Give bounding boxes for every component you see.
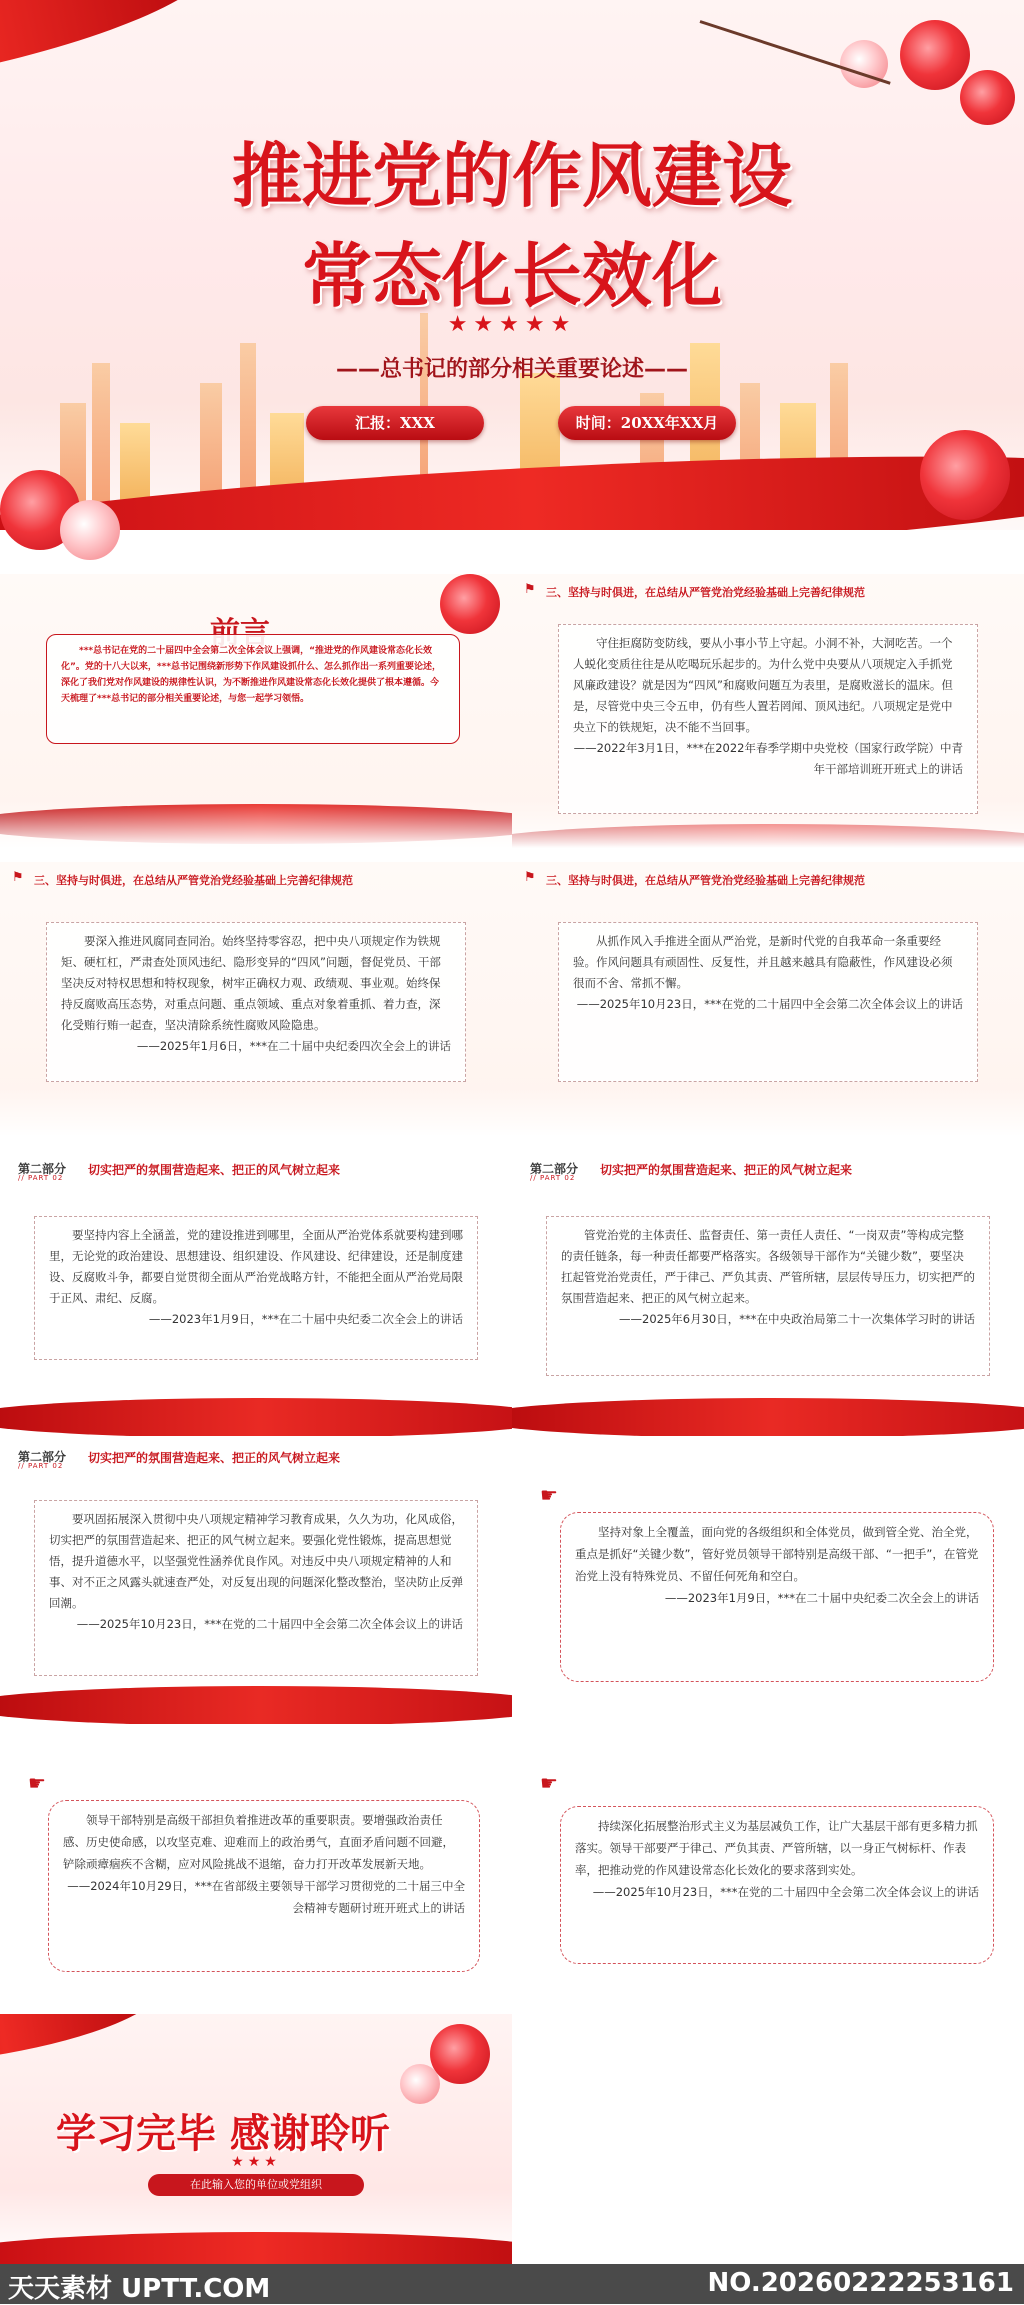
plum-blossom-decoration — [920, 430, 1010, 520]
part-english: // PART 02 — [530, 1174, 576, 1182]
quote-slide-9 — [512, 1726, 1024, 2012]
quote-source: ——2025年10月23日，***在党的二十届四中全会第二次全体会议上的讲话 — [576, 997, 963, 1011]
time-pill: 时间：20XX年XX月 — [558, 406, 736, 440]
section-header: 三、坚持与时俱进，在总结从严管党治党经验基础上完善纪律规范 — [546, 874, 865, 887]
cover-title-line-2: 常态化长效化 — [302, 235, 722, 317]
stars-decoration: ★★★ — [231, 2154, 281, 2170]
quote-source: ——2024年10月29日，***在省部级主要领导干部学习贯彻党的二十届三中全会精神专题研讨班开班式上的讲话 — [67, 1879, 465, 1915]
part-english: // PART 02 — [18, 1174, 64, 1182]
plum-blossom-decoration — [60, 500, 120, 560]
quote-slide-5 — [512, 1150, 1024, 1436]
pointing-hand-icon: ☛ — [28, 1771, 46, 1795]
section-header: 三、坚持与时俱进，在总结从严管党治党经验基础上完善纪律规范 — [546, 586, 865, 599]
quote-slide-3 — [512, 862, 1024, 1148]
plum-blossom-decoration — [960, 70, 1015, 125]
quote-box-4 — [34, 1216, 478, 1360]
watermark-footer — [0, 2264, 1024, 2304]
cover-slide — [0, 0, 1024, 573]
plum-blossom-decoration — [440, 574, 500, 634]
flag-icon: ⚑ — [524, 870, 536, 885]
stars-decoration: ★★★★★ — [447, 312, 577, 337]
ending-slide — [0, 2014, 512, 2264]
part-title: 切实把严的氛围营造起来、把正的风气树立起来 — [88, 1163, 341, 1177]
quote-source: ——2023年1月9日，***在二十届中央纪委二次全会上的讲话 — [664, 1591, 979, 1605]
reporter-pill: 汇报：XXX — [306, 406, 484, 440]
quote-box-6 — [34, 1500, 478, 1676]
quote-text: 要深入推进风腐同查同治。始终坚持零容忍，把中央八项规定作为铁规矩、硬杠杠，严肃查处顶风违纪、隐形变异的“四风”问题，督促党员、干部坚决反对特权思想和特权现象，树牢正确权力观、政绩观、事业观。始终保持反腐败高压态势，对重点问题、重点领域、重点对象着重抓、着力查，深化受贿行贿一起查，坚决清除系统性腐败风险隐患。 — [61, 934, 441, 1032]
quote-text: 从抓作风入手推进全面从严治党，是新时代党的自我革命一条重要经验。作风问题具有顽固性、反复性，并且越来越具有隐蔽性，作风建设必须很而不舍、常抓不懈。 — [573, 934, 953, 990]
part-title: 切实把严的氛围营造起来、把正的风气树立起来 — [88, 1451, 341, 1465]
quote-source: ——2025年6月30日，***在中央政治局第二十一次集体学习时的讲话 — [619, 1312, 975, 1326]
preface-slide — [0, 574, 512, 860]
part-english: // PART 02 — [18, 1462, 64, 1470]
cover-subtitle: ——总书记的部分相关重要论述—— — [335, 357, 688, 382]
red-ribbon-decoration — [0, 2014, 164, 2081]
quote-source: ——2025年10月23日，***在党的二十届四中全会第二次全体会议上的讲话 — [592, 1885, 979, 1899]
site-watermark: 天天素材 UPTT.COM — [8, 2274, 271, 2304]
quote-box-3 — [558, 922, 978, 1082]
preface-text: ***总书记在党的二十届四中全会第二次全体会议上强调，“推进党的作风建设常态化长效化”。党的十八大以来，***总书记围绕新形势下作风建设抓什么、怎么抓作出一系列重要论述，深化了我们党对作风建设的规律性认识，为不断推进作风建设常态化长效化提供了根本遵循。今天梳理了***总书记的部分相关重要论述，与您一起学习领悟。 — [61, 646, 442, 704]
plum-blossom-decoration — [430, 2024, 490, 2084]
quote-box-8 — [48, 1800, 480, 1972]
pointing-hand-icon: ☛ — [540, 1771, 558, 1795]
quote-source: ——2025年10月23日，***在党的二十届四中全会第二次全体会议上的讲话 — [76, 1617, 463, 1631]
quote-text: 领导干部特别是高级干部担负着推进改革的重要职责。要增强政治责任感、历史使命感，以攻坚克难、迎难而上的政治勇气，直面矛盾问题不回避，铲除顽瘴痼疾不含糊，应对风险挑战不退缩，奋力打开改革发展新天地。 — [63, 1813, 454, 1871]
pointing-hand-icon: ☛ — [540, 1483, 558, 1507]
red-ribbon-decoration — [512, 1398, 1024, 1436]
quote-text: 管党治党的主体责任、监督责任、第一责任人责任、“一岗双责”等构成完整的责任链条，每一种责任都要严格落实。各级领导干部作为“关键少数”，要坚决扛起管党治党责任，严于律己、严负其责、严管所辖，层层传导压力，切实把严的氛围营造起来、把正的风气树立起来。 — [561, 1228, 975, 1305]
red-ribbon-decoration — [0, 0, 226, 123]
red-ribbon-decoration — [0, 2232, 512, 2264]
quote-slide-7 — [512, 1438, 1024, 1724]
quote-slide-8 — [0, 1726, 512, 2012]
quote-text: 坚持对象上全覆盖，面向党的各级组织和全体党员，做到管全党、治全党，重点是抓好“关键少数”，管好党员领导干部特别是高级干部、“一把手”，在管党治党上没有特殊党员、不留任何死角和空白。 — [575, 1525, 979, 1583]
organization-pill: 在此输入您的单位或党组织 — [148, 2174, 364, 2196]
cloud-band — [0, 530, 1024, 573]
part-number: 第二部分 — [18, 1162, 67, 1176]
material-number: NO.20260222253161 — [707, 2268, 1014, 2298]
quote-source: ——2023年1月9日，***在二十届中央纪委二次全会上的讲话 — [148, 1312, 463, 1326]
quote-box-7 — [560, 1512, 994, 1682]
plum-blossom-decoration — [900, 20, 970, 90]
red-ribbon-decoration — [0, 1686, 512, 1724]
part-number: 第二部分 — [530, 1162, 579, 1176]
part-number: 第二部分 — [18, 1450, 67, 1464]
quote-box-9 — [560, 1806, 994, 1964]
cover-title-line-1: 推进党的作风建设 — [232, 135, 792, 217]
quote-slide-4 — [0, 1150, 512, 1436]
quote-box-5 — [546, 1216, 990, 1376]
quote-text: 守住拒腐防变防线，要从小事小节上守起。小洞不补，大洞吃苦。一个人蜕化变质往往是从吃喝玩乐起步的。为什么党中央要从八项规定入手抓党风廉政建设？就是因为“四风”和腐败问题互为表里，是腐败滋长的温床。但是，尽管党中央三令五申，仍有些人置若罔闻、顶风违纪。八项规定是党中央立下的铁规矩，决不能不当回事。 — [573, 636, 953, 734]
plum-blossom-decoration — [400, 2064, 440, 2104]
flag-icon: ⚑ — [12, 870, 24, 885]
ending-title: 学习完毕 感谢聆听 — [56, 2111, 390, 2157]
preface-text-box — [46, 634, 460, 744]
red-ribbon-decoration — [0, 1398, 512, 1436]
quote-box-2 — [46, 922, 466, 1082]
quote-text: 持续深化拓展整治形式主义为基层减负工作，让广大基层干部有更多精力抓落实。领导干部要严于律己、严负其责、严管所辖，以一身正气树标杆、作表率，把推动党的作风建设常态化长效化的要求落到实处。 — [575, 1819, 978, 1877]
quote-slide-1 — [512, 574, 1024, 860]
quote-box-1 — [558, 624, 978, 814]
quote-source: ——2022年3月1日，***在2022年春季学期中央党校（国家行政学院）中青年干部培训班开班式上的讲话 — [573, 741, 963, 776]
quote-slide-6 — [0, 1438, 512, 1724]
section-header: 三、坚持与时俱进，在总结从严管党治党经验基础上完善纪律规范 — [34, 874, 353, 887]
quote-source: ——2025年1月6日，***在二十届中央纪委四次全会上的讲话 — [136, 1039, 451, 1053]
part-title: 切实把严的氛围营造起来、把正的风气树立起来 — [600, 1163, 853, 1177]
quote-text: 要巩固拓展深入贯彻中央八项规定精神学习教育成果，久久为功，化风成俗，切实把严的氛围营造起来、把正的风气树立起来。要强化党性锻炼，提高思想觉悟，提升道德水平，以坚强党性涵养优良作风。对违反中央八项规定精神的人和事、对不正之风露头就速查严处，对反复出现的问题深化整改整治，坚决防止反弹回潮。 — [49, 1512, 463, 1610]
flag-icon: ⚑ — [524, 582, 536, 597]
quote-slide-2 — [0, 862, 512, 1148]
quote-text: 要坚持内容上全涵盖，党的建设推进到哪里，全面从严治党体系就要构建到哪里，无论党的政治建设、思想建设、组织建设、作风建设、纪律建设，还是制度建设、反腐败斗争，都要自觉贯彻全面从严治党战略方针，不能把全面从严治党局限于正风、肃纪、反腐。 — [49, 1228, 463, 1305]
